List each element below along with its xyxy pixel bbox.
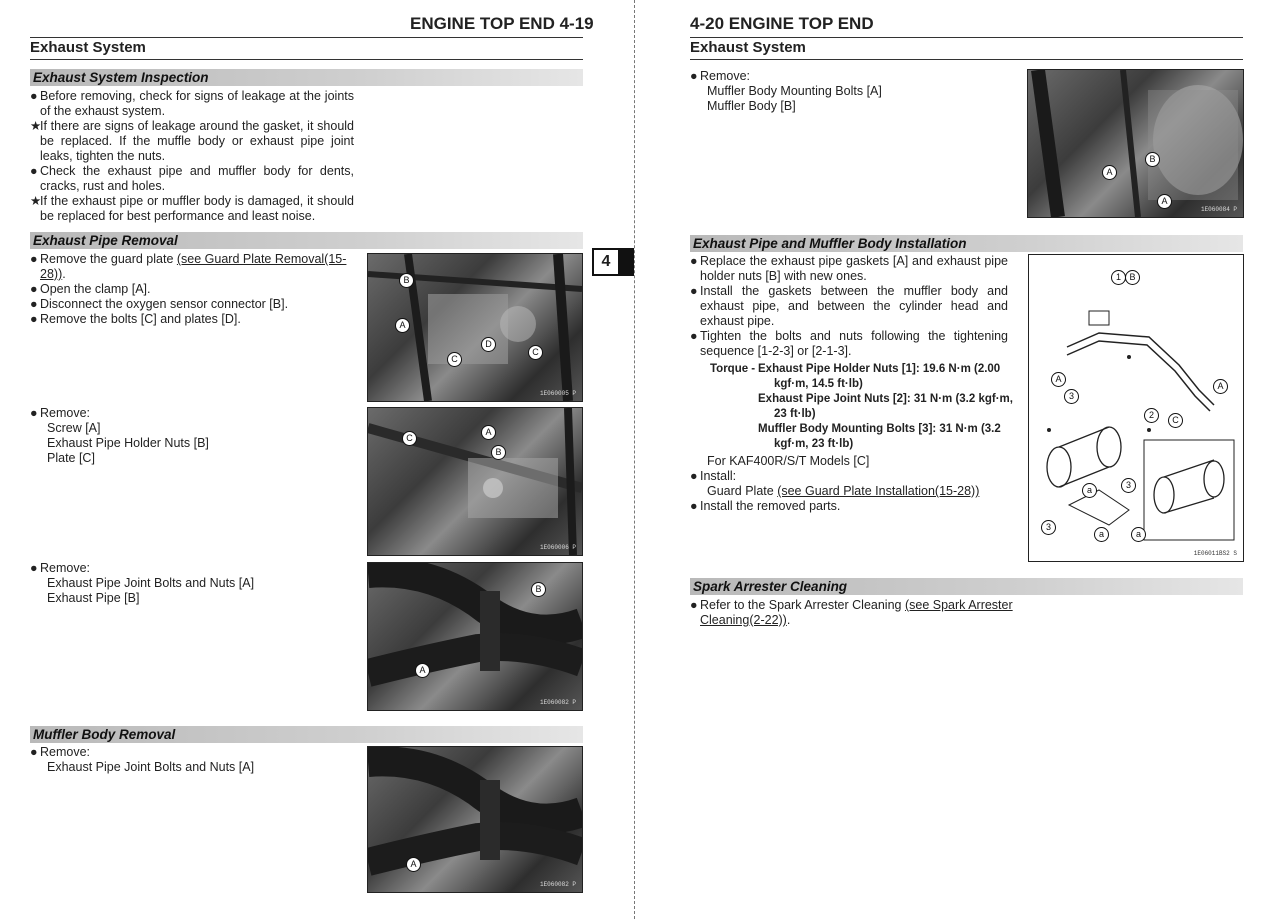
installation-heading: Exhaust Pipe and Muffler Body Installation: [690, 235, 1243, 252]
callout-label: A: [481, 425, 496, 440]
diagram-label: 3: [1041, 520, 1056, 535]
remove-screw-text: [30, 406, 354, 466]
page-fold-line: [634, 0, 635, 919]
torque-label: Torque -: [710, 363, 756, 375]
photo-code: 1E060082 P: [539, 699, 576, 706]
diagram-label: a: [1131, 527, 1146, 542]
torque-line: Exhaust Pipe Joint Nuts [2]: 31 N·m (3.2 kgf·m,: [758, 393, 1013, 405]
torque-spec: [758, 422, 1013, 452]
diagram-label: a: [1082, 483, 1097, 498]
photo-code: 1E060005 P: [539, 390, 576, 397]
callout-label: B: [399, 273, 414, 288]
muffler-removal-photo: [367, 746, 583, 893]
diagram-label: C: [1168, 413, 1183, 428]
diagram-label: B: [1125, 270, 1140, 285]
remove-line: ● Remove:: [30, 561, 91, 575]
inspection-line: ● Check the exhaust pipe and muffler body for dents, cracks, rust and holes.: [30, 164, 354, 193]
inspection-line: ★ If there are signs of leakage around the gasket, it should be replaced. If the muffle body or exhaust pipe joint leaks, tighten the nuts.: [30, 119, 354, 163]
photo-code: 1E060006 P: [539, 544, 576, 551]
remove-line: ● Remove:: [30, 406, 91, 420]
install-line: ● Install the removed parts.: [690, 499, 841, 513]
callout-label: C: [447, 352, 462, 367]
pipe-removal-photo: [367, 253, 583, 402]
remove-line: ● Remove:: [690, 69, 751, 83]
installation-text: [690, 254, 1008, 359]
exhaust-diagram: [1028, 254, 1244, 562]
callout-label: A: [406, 857, 421, 872]
left-header-rule: [30, 37, 583, 38]
pipe-removal-line: ● Remove the bolts [C] and plates [D].: [30, 312, 241, 326]
guard-plate-installation-link[interactable]: (see Guard Plate Installation(15-28)): [777, 484, 980, 498]
spark-arrester-text: [690, 598, 1020, 628]
right-header-rule: [690, 37, 1243, 38]
diagram-label: 1: [1111, 270, 1126, 285]
muffler-remove-text: [690, 69, 1010, 114]
inspection-text: [30, 89, 354, 224]
remove-joint-text: [30, 561, 354, 606]
pipe-removal-text: [30, 252, 354, 327]
left-section-title: Exhaust System: [30, 39, 146, 56]
spark-arrester-line: ● Refer to the Spark Arrester Cleaning (see Spark Arrester Cleaning(2-22)).: [690, 598, 1013, 627]
pipe-removal-line: ● Open the clamp [A].: [30, 282, 151, 296]
torque-line: kgf·m, 23 ft·lb): [774, 438, 854, 450]
installation-line: ● Install the gaskets between the muffler body and exhaust pipe, and between the cylinder head and exhaust pipe.: [690, 284, 1008, 328]
inspection-heading: Exhaust System Inspection: [30, 69, 583, 86]
diagram-label: 3: [1121, 478, 1136, 493]
remove-item: Plate [C]: [47, 451, 95, 465]
pipe-removal-line: ● Remove the guard plate (see Guard Plate Removal(15-28)).: [30, 252, 347, 281]
remove-item: Exhaust Pipe [B]: [47, 591, 140, 605]
callout-label: D: [481, 337, 496, 352]
pipe-removal-line: ● Disconnect the oxygen sensor connector [B].: [30, 297, 289, 311]
left-page-header: ENGINE TOP END 4-19: [410, 14, 594, 33]
installation-text-2: [690, 454, 1010, 514]
torque-spec: [758, 362, 1013, 392]
screw-photo: [367, 407, 583, 556]
photo-shapes: [1028, 70, 1243, 217]
remove-item: Muffler Body Mounting Bolts [A]: [707, 84, 882, 98]
callout-label: B: [491, 445, 506, 460]
diagram-drawing: [1029, 255, 1243, 561]
callout-label: B: [1145, 152, 1160, 167]
installation-line: ● Tighten the bolts and nuts following the tightening sequence [1-2-3] or [2-1-3].: [690, 329, 1008, 358]
torque-line: Muffler Body Mounting Bolts [3]: 31 N·m (3.2: [758, 423, 1001, 435]
chapter-tab: 4: [592, 248, 620, 276]
diagram-label: 3: [1064, 389, 1079, 404]
torque-line: 23 ft·lb): [774, 408, 816, 420]
spark-arrester-heading: Spark Arrester Cleaning: [690, 578, 1243, 595]
callout-label: A: [1157, 194, 1172, 209]
diagram-label: a: [1094, 527, 1109, 542]
remove-item: Exhaust Pipe Joint Bolts and Nuts [A]: [47, 760, 255, 774]
guard-plate-removal-link[interactable]: (see Guard Plate Removal(15-28)): [40, 252, 347, 281]
callout-label: B: [531, 582, 546, 597]
remove-item: Screw [A]: [47, 421, 101, 435]
photo-code: 1E060082 P: [539, 881, 576, 888]
callout-label: C: [402, 431, 417, 446]
torque-spec: [758, 392, 1013, 422]
diagram-label: 2: [1144, 408, 1159, 423]
left-section-rule: [30, 59, 583, 60]
guard-plate-line: Guard Plate (see Guard Plate Installation(15-28)): [707, 484, 980, 498]
photo-shapes: [368, 408, 582, 555]
install-line: ● Install:: [690, 469, 737, 483]
right-section-title: Exhaust System: [690, 39, 806, 56]
inspection-line: ★ If the exhaust pipe or muffler body is damaged, it should be replaced for best performance and least noise.: [30, 194, 354, 223]
remove-item: Exhaust Pipe Holder Nuts [B]: [47, 436, 209, 450]
torque-line: kgf·m, 14.5 ft·lb): [774, 378, 863, 390]
joint-photo: [367, 562, 583, 711]
right-section-rule: [690, 59, 1243, 60]
muffler-removal-text: [30, 745, 354, 775]
muffler-body-photo: [1027, 69, 1244, 218]
remove-line: ● Remove:: [30, 745, 91, 759]
right-page-header: 4-20 ENGINE TOP END: [690, 14, 874, 33]
chapter-tab-bar: [618, 248, 634, 276]
remove-item: Exhaust Pipe Joint Bolts and Nuts [A]: [47, 576, 255, 590]
pipe-removal-heading: Exhaust Pipe Removal: [30, 232, 583, 249]
diagram-label: A: [1051, 372, 1066, 387]
diagram-label: A: [1213, 379, 1228, 394]
installation-line: ● Replace the exhaust pipe gaskets [A] and exhaust pipe holder nuts [B] with new ones.: [690, 254, 1008, 283]
callout-label: A: [1102, 165, 1117, 180]
spark-arrester-link[interactable]: (see Spark Arrester Cleaning(2-22)): [700, 598, 1013, 627]
muffler-removal-heading: Muffler Body Removal: [30, 726, 583, 743]
callout-label: C: [528, 345, 543, 360]
callout-label: A: [415, 663, 430, 678]
photo-shapes: [368, 563, 582, 710]
callout-label: A: [395, 318, 410, 333]
torque-line: Exhaust Pipe Holder Nuts [1]: 19.6 N·m (2.00: [758, 363, 1001, 375]
photo-code: 1E060084 P: [1200, 206, 1237, 213]
inspection-line: ● Before removing, check for signs of leakage at the joints of the exhaust system.: [30, 89, 354, 118]
models-line: For KAF400R/S/T Models [C]: [707, 454, 870, 468]
photo-shapes: [368, 747, 582, 892]
remove-item: Muffler Body [B]: [707, 99, 796, 113]
diagram-code: 1E06011BS2 S: [1193, 550, 1237, 557]
